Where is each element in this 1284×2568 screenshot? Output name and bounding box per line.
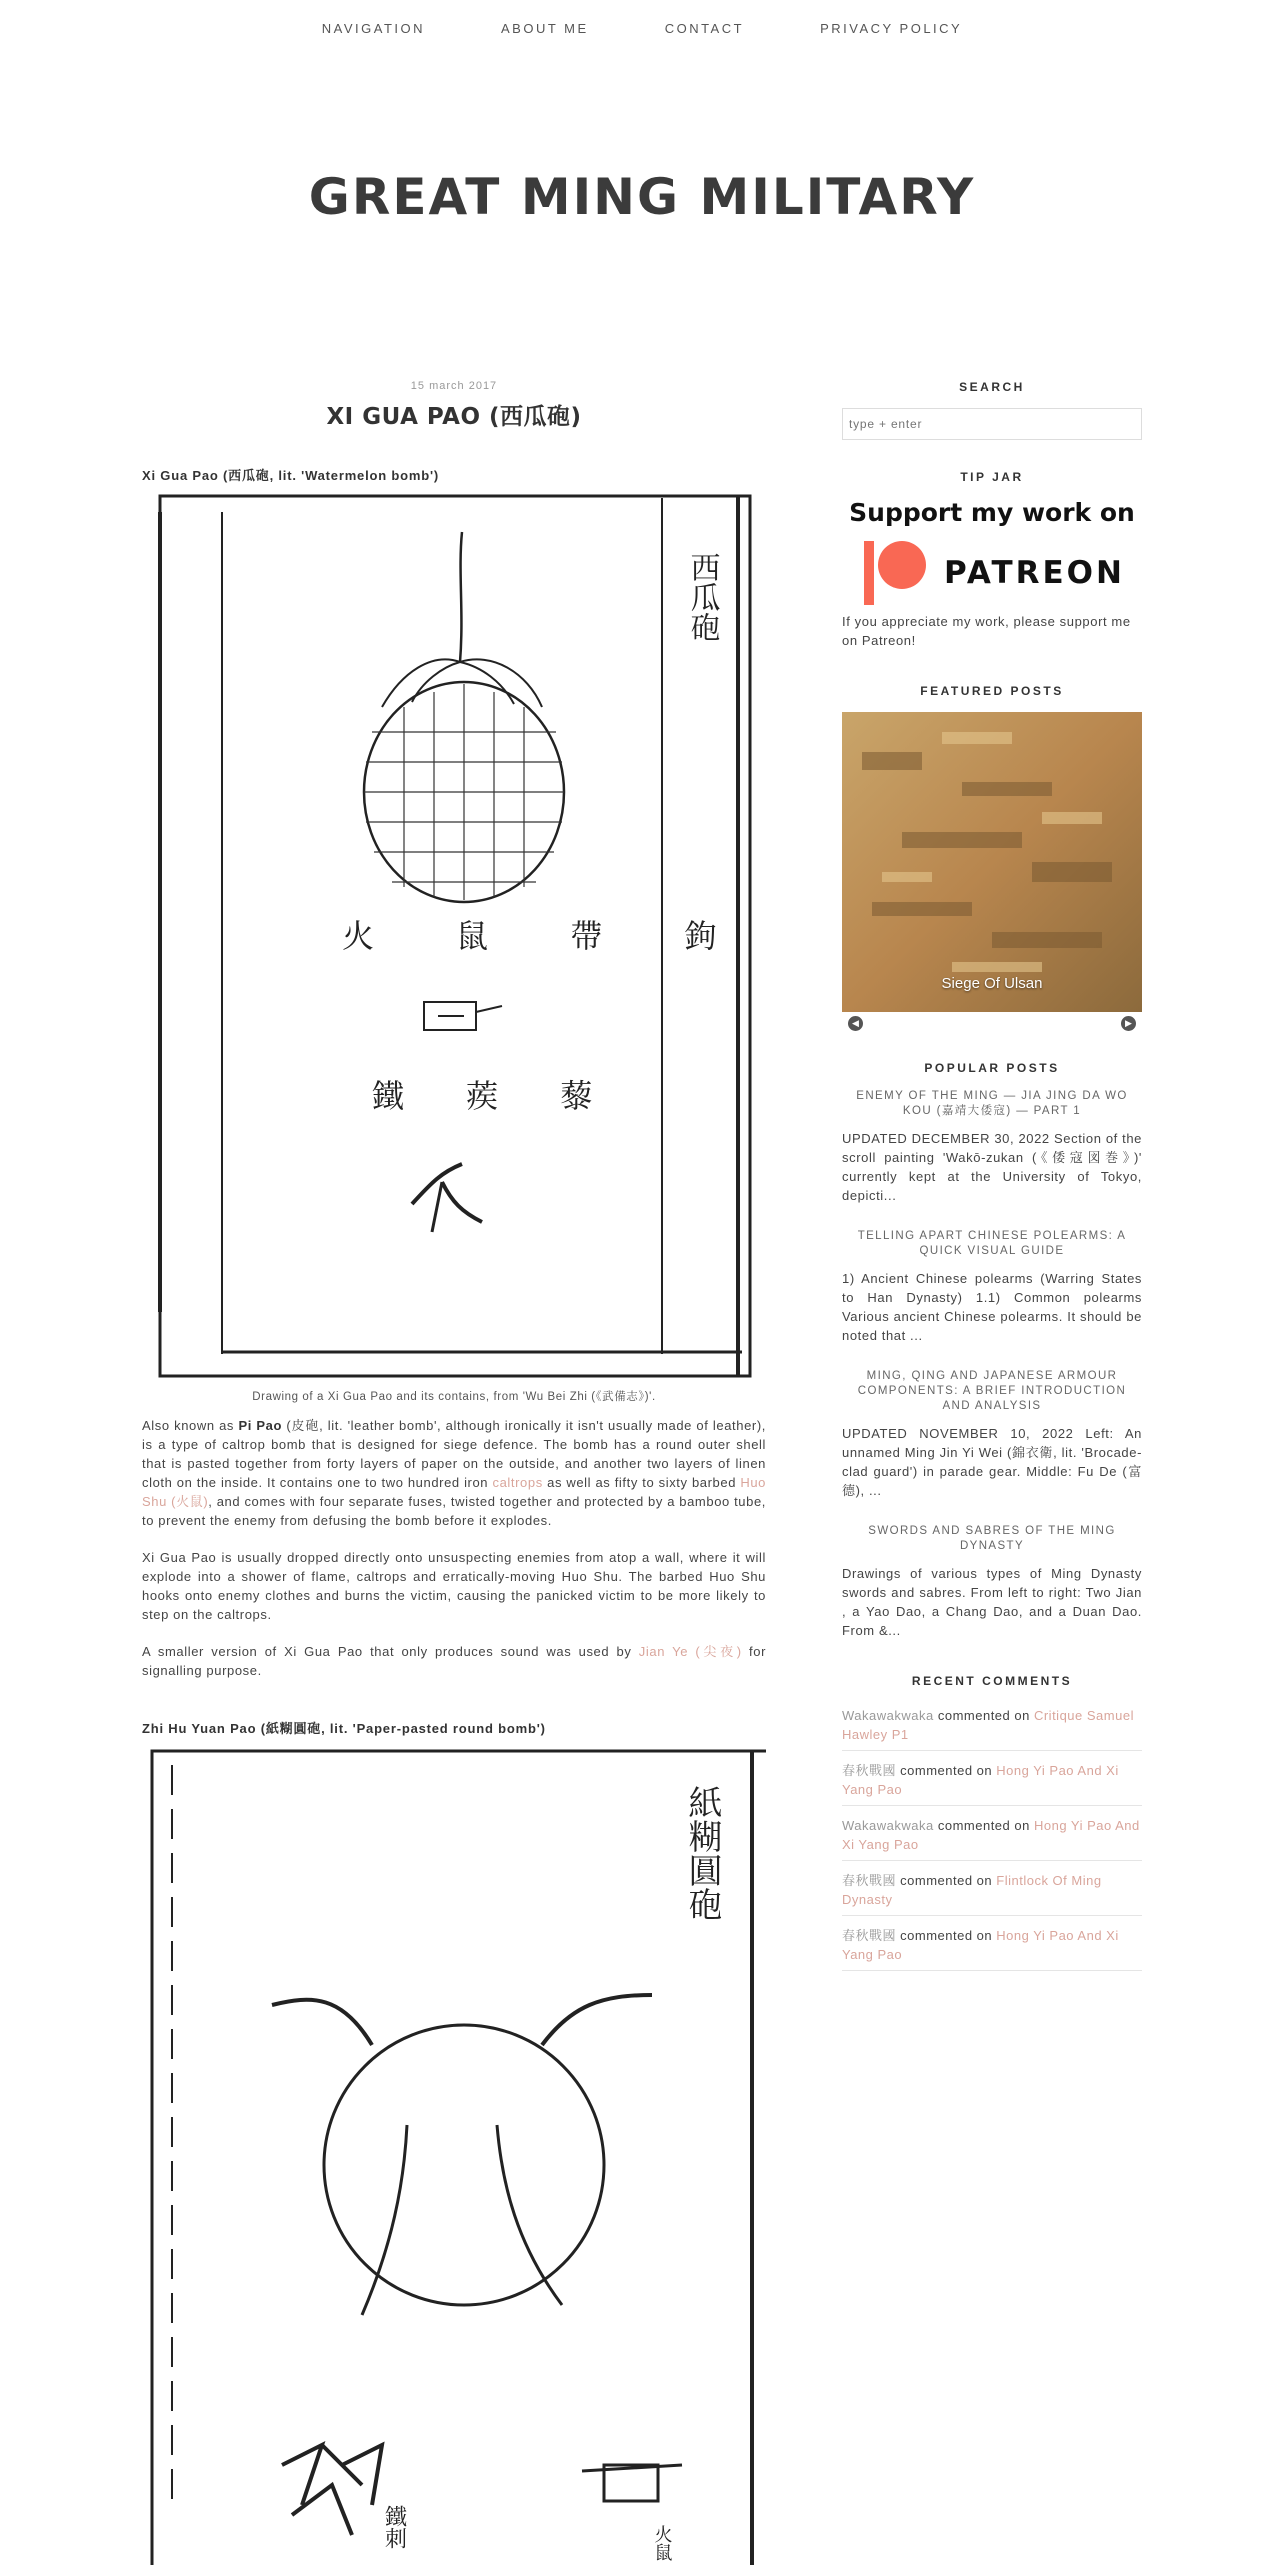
popular-post-item	[842, 1229, 1142, 1345]
popular-post-title[interactable]: SWORDS AND SABRES OF THE MING DYNASTY	[868, 1525, 1116, 1552]
figure2-label-huo-shu: 火鼠	[651, 2525, 673, 2561]
popular-posts-title: POPULAR POSTS	[924, 1061, 1060, 1075]
paragraph-usage: Xi Gua Pao is usually dropped directly onto unsuspecting enemies from atop a wall, where it will explode into a shower of flame, caltrops and erratically-moving Huo Shu. The barbed Huo Shu hooks onto enemy clothes and burns the victim, causing the panicked victim to be more likely to step on the caltrops.	[142, 1550, 766, 1622]
paragraph-text: Also known as	[142, 1418, 239, 1433]
figure1-label-row2: 鐵 蒺 藜	[372, 1077, 619, 1115]
nav-item-contact[interactable]: CONTACT	[664, 20, 745, 36]
recent-comment	[842, 1757, 1142, 1806]
recent-comment	[842, 1702, 1142, 1751]
comment-verb: commented on	[937, 1818, 1030, 1833]
comment-author[interactable]: 春秋戰國	[842, 1763, 897, 1778]
link-caltrops[interactable]: caltrops	[492, 1475, 543, 1490]
search-widget-title: SEARCH	[959, 380, 1025, 394]
tip-jar-text: If you appreciate my work, please support me on Patreon!	[842, 614, 1131, 648]
comment-post-link[interactable]: Hong Yi Pao And Xi Yang Pao	[842, 1763, 1119, 1797]
recent-comment	[842, 1867, 1142, 1916]
paragraph-smaller-version	[142, 1642, 766, 1680]
comment-author[interactable]: Wakawakwaka	[842, 1708, 934, 1723]
patreon-banner-tagline: Support my work on	[849, 498, 1135, 527]
figure1-label-row1: 火 鼠 帶 鉤	[342, 917, 753, 955]
popular-post-item	[842, 1369, 1142, 1500]
popular-post-title[interactable]: MING, QING AND JAPANESE ARMOUR COMPONENTS: A BRIEF INTRODUCTION AND ANALYSIS	[857, 1370, 1127, 1412]
paragraph-pi-pao	[142, 1416, 766, 1530]
comment-verb: commented on	[900, 1873, 993, 1888]
popular-post-item	[842, 1089, 1142, 1205]
xi-gua-pao-illustration[interactable]	[142, 492, 766, 1384]
link-jian-ye[interactable]: Jian Ye (尖夜)	[638, 1644, 742, 1659]
slider-prev-icon[interactable]: ◀	[848, 1016, 863, 1031]
figure1-title-text: 西瓜砲	[684, 552, 720, 642]
patreon-banner[interactable]	[842, 498, 1142, 608]
sidebar	[842, 380, 1142, 1977]
paragraph-bold-term: Pi Pao	[238, 1418, 282, 1433]
main-content	[142, 380, 766, 2565]
comment-verb: commented on	[937, 1708, 1030, 1723]
comment-post-link[interactable]: Flintlock Of Ming Dynasty	[842, 1873, 1102, 1907]
patreon-wordmark: PATREON	[944, 555, 1125, 591]
link-huo-shu[interactable]: Huo Shu (火鼠)	[142, 1475, 766, 1509]
popular-post-snippet: Drawings of various types of Ming Dynasty swords and sabres. From left to right: Two Jian , a Yao Dao, a Chang Dao, and a Duan Dao. From &...	[842, 1566, 1142, 1638]
slider-next-icon[interactable]: ▶	[1121, 1016, 1136, 1031]
popular-post-title[interactable]: ENEMY OF THE MING — JIA JING DA WO KOU (嘉靖大倭寇) — PART 1	[856, 1090, 1128, 1117]
comment-author[interactable]: Wakawakwaka	[842, 1818, 934, 1833]
comment-verb: commented on	[900, 1928, 993, 1943]
post-date: 15 march 2017	[410, 380, 498, 392]
post-title[interactable]: XI GUA PAO (西瓜砲)	[326, 404, 582, 430]
tip-jar-title: TIP JAR	[960, 470, 1024, 484]
figure1-caption: Drawing of a Xi Gua Pao and its contains, from 'Wu Bei Zhi (《武備志》)'.	[252, 1391, 656, 1403]
recent-comments-title: RECENT COMMENTS	[911, 1674, 1073, 1688]
comment-verb: commented on	[900, 1763, 993, 1778]
comment-author[interactable]: 春秋戰國	[842, 1928, 897, 1943]
featured-posts-title: FEATURED POSTS	[920, 684, 1064, 698]
nav-item-about-me[interactable]: ABOUT ME	[501, 20, 589, 36]
comment-post-link[interactable]: Hong Yi Pao And Xi Yang Pao	[842, 1928, 1119, 1962]
section-heading-zhi-hu-yuan-pao: Zhi Hu Yuan Pao (紙糊圓砲, lit. 'Paper-pasted round bomb')	[142, 1721, 546, 1736]
paragraph-text: (皮砲, lit. 'leather bomb', although ironically it isn't usually made of leather), is a type of caltrop bomb that is designed for siege defence. The bomb has a round outer shell that is pasted together from forty layers of paper on the outside, and another two layers of linen cloth on the inside. It contains one to two hundred iron	[142, 1418, 766, 1490]
recent-comment	[842, 1922, 1142, 1971]
comment-post-link[interactable]: Hong Yi Pao And Xi Yang Pao	[842, 1818, 1140, 1852]
popular-post-snippet: UPDATED NOVEMBER 10, 2022 Left: An unnamed Ming Jin Yi Wei (錦衣衛, lit. 'Brocade-clad guard') in parade gear. Middle: Fu De (富德), ...	[842, 1426, 1142, 1498]
comment-author[interactable]: 春秋戰國	[842, 1873, 897, 1888]
nav-item-navigation[interactable]: NAVIGATION	[321, 20, 426, 36]
featured-post-slide[interactable]	[842, 712, 1142, 1012]
popular-post-title[interactable]: TELLING APART CHINESE POLEARMS: A QUICK VISUAL GUIDE	[857, 1230, 1127, 1257]
featured-post-image	[842, 712, 1142, 1012]
site-title[interactable]: GREAT MING MILITARY	[308, 168, 976, 226]
popular-post-snippet: UPDATED DECEMBER 30, 2022 Section of the scroll painting 'Wakō-zukan (《倭寇図巻》)' currently kept at the University of Tokyo, depicti...	[842, 1131, 1142, 1203]
section-heading-xi-gua-pao: Xi Gua Pao (西瓜砲, lit. 'Watermelon bomb')	[142, 468, 439, 483]
featured-slider-controls	[842, 1012, 1142, 1031]
top-navigation	[0, 0, 1284, 56]
figure2-title-text: 紙糊圓砲	[682, 1785, 722, 1921]
patreon-logo-icon	[862, 541, 928, 605]
recent-comment	[842, 1812, 1142, 1861]
paragraph-text: , and comes with four separate fuses, twisted together and protected by a bamboo tube, to prevent the enemy from defusing the bomb before it explodes.	[142, 1494, 766, 1528]
paragraph-text: for signalling purpose.	[142, 1644, 767, 1678]
paragraph-text: A smaller version of Xi Gua Pao that only produces sound was used by	[142, 1644, 639, 1659]
popular-post-item	[842, 1524, 1142, 1640]
figure2-label-iron-spikes: 鐵刺	[381, 2505, 407, 2549]
zhi-hu-yuan-pao-illustration[interactable]	[142, 1745, 766, 2565]
comment-post-link[interactable]: Critique Samuel Hawley P1	[842, 1708, 1134, 1742]
featured-post-caption[interactable]: Siege Of Ulsan	[941, 975, 1043, 992]
paragraph-text: as well as fifty to sixty barbed	[542, 1475, 741, 1490]
popular-post-snippet: 1) Ancient Chinese polearms (Warring States to Han Dynasty) 1.1) Common polearms Various ancient Chinese polearms. It should be noted that ...	[842, 1271, 1142, 1343]
search-input[interactable]	[842, 408, 1142, 440]
nav-item-privacy-policy[interactable]: PRIVACY POLICY	[820, 20, 963, 36]
